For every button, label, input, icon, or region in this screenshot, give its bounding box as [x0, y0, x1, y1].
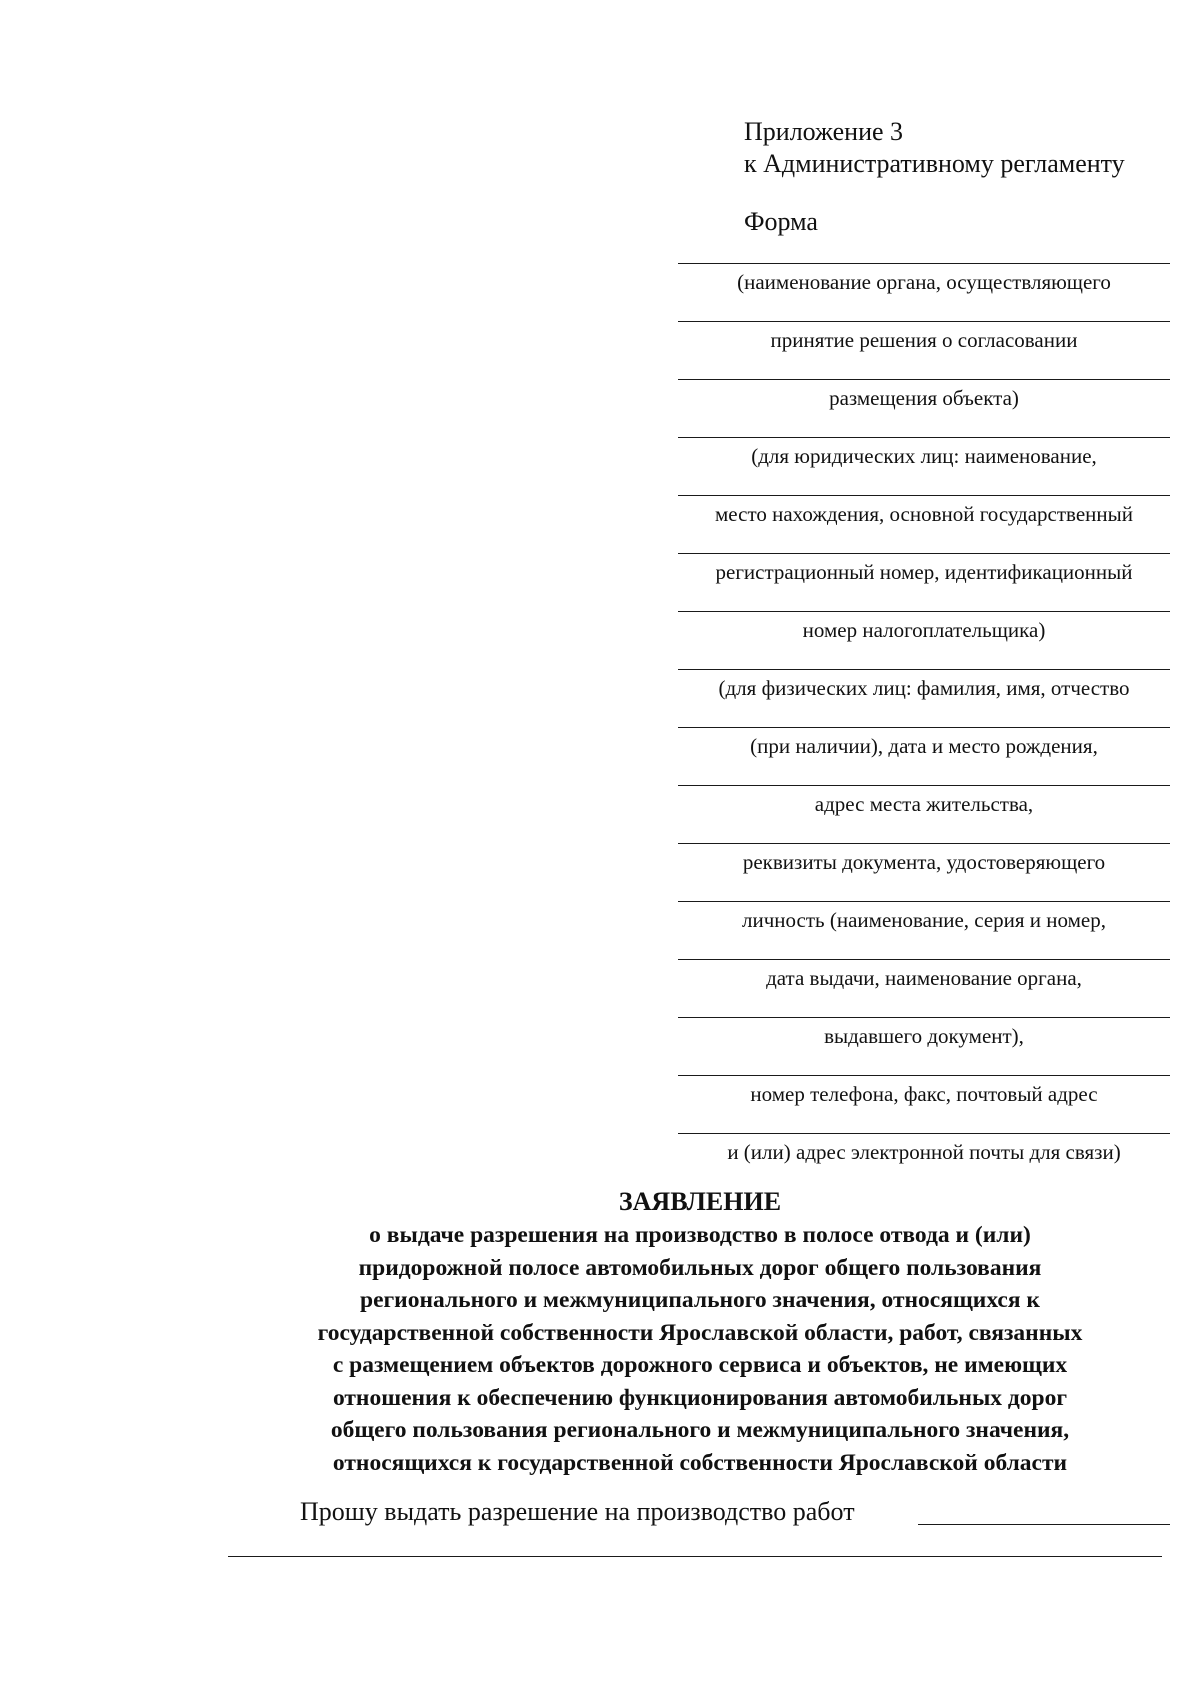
field-legal-entity-1[interactable]	[678, 437, 1170, 495]
subtitle-line: регионального и межмуниципального значения, относящихся к	[360, 1287, 1040, 1313]
field-line	[678, 843, 1170, 844]
form-label: Форма	[744, 207, 818, 236]
field-line	[678, 1017, 1170, 1018]
field-individual-5[interactable]	[678, 901, 1170, 959]
statement-title: ЗАЯВЛЕНИЕ	[618, 1187, 782, 1216]
field-individual-2[interactable]	[678, 727, 1170, 785]
request-text: Прошу выдать разрешение на производство работ	[300, 1497, 855, 1526]
addressee-fields	[678, 263, 1170, 1191]
field-line	[678, 321, 1170, 322]
appendix-number: Приложение 3	[744, 117, 904, 146]
field-caption: и (или) адрес электронной почты для связи)	[727, 1140, 1121, 1164]
field-caption: (при наличии), дата и место рождения,	[750, 734, 1098, 758]
field-line	[678, 379, 1170, 380]
field-authority-2[interactable]	[678, 321, 1170, 379]
field-individual-1[interactable]	[678, 669, 1170, 727]
field-line	[678, 727, 1170, 728]
field-caption: номер налогоплательщика)	[802, 618, 1046, 642]
subtitle-line: общего пользования регионального и межмуниципального значения,	[330, 1417, 1070, 1443]
field-line	[678, 785, 1170, 786]
field-caption: личность (наименование, серия и номер,	[742, 908, 1106, 932]
field-line	[678, 1075, 1170, 1076]
field-line	[678, 901, 1170, 902]
field-caption: (для физических лиц: фамилия, имя, отчество	[718, 676, 1130, 700]
field-caption: адрес места жительства,	[814, 792, 1034, 816]
field-line	[678, 611, 1170, 612]
field-caption: (наименование органа, осуществляющего	[737, 270, 1111, 294]
field-contact-2[interactable]	[678, 1133, 1170, 1191]
appendix-reference: к Административному регламенту	[744, 149, 1125, 178]
field-individual-4[interactable]	[678, 843, 1170, 901]
statement-subtitle	[220, 1219, 1180, 1479]
field-contact-1[interactable]	[678, 1075, 1170, 1133]
field-line	[678, 495, 1170, 496]
subtitle-line: отношения к обеспечению функционирования автомобильных дорог	[332, 1384, 1068, 1411]
field-caption: реквизиты документа, удостоверяющего	[742, 850, 1106, 874]
field-legal-entity-4[interactable]	[678, 611, 1170, 669]
field-legal-entity-3[interactable]	[678, 553, 1170, 611]
subtitle-line: с размещением объектов дорожного сервиса и объектов, не имеющих	[332, 1352, 1068, 1378]
field-caption: место нахождения, основной государственный	[715, 502, 1133, 526]
field-caption: принятие решения о согласовании	[770, 328, 1078, 352]
subtitle-line: государственной собственности Ярославской области, работ, связанных	[317, 1319, 1083, 1346]
work-type-blank[interactable]	[918, 1524, 1170, 1525]
appendix-header	[744, 116, 1125, 180]
field-line	[678, 553, 1170, 554]
field-line	[678, 1133, 1170, 1134]
field-individual-6[interactable]	[678, 959, 1170, 1017]
field-line	[678, 959, 1170, 960]
work-type-continuation-line[interactable]	[228, 1556, 1162, 1557]
field-caption: дата выдачи, наименование органа,	[766, 966, 1082, 990]
field-individual-3[interactable]	[678, 785, 1170, 843]
field-caption: регистрационный номер, идентификационный	[715, 560, 1133, 584]
field-caption: номер телефона, факс, почтовый адрес	[750, 1082, 1098, 1106]
field-line	[678, 437, 1170, 438]
field-line	[678, 263, 1170, 264]
subtitle-line: придорожной полосе автомобильных дорог общего пользования	[358, 1254, 1042, 1281]
field-caption: размещения объекта)	[829, 386, 1019, 410]
field-authority-1[interactable]	[678, 263, 1170, 321]
subtitle-line: относящихся к государственной собственности Ярославской области	[332, 1449, 1068, 1476]
field-caption: (для юридических лиц: наименование,	[751, 444, 1097, 468]
field-legal-entity-2[interactable]	[678, 495, 1170, 553]
field-caption: выдавшего документ),	[824, 1024, 1024, 1048]
field-line	[678, 669, 1170, 670]
field-individual-7[interactable]	[678, 1017, 1170, 1075]
field-authority-3[interactable]	[678, 379, 1170, 437]
subtitle-line: о выдаче разрешения на производство в полосе отвода и (или)	[369, 1222, 1031, 1248]
